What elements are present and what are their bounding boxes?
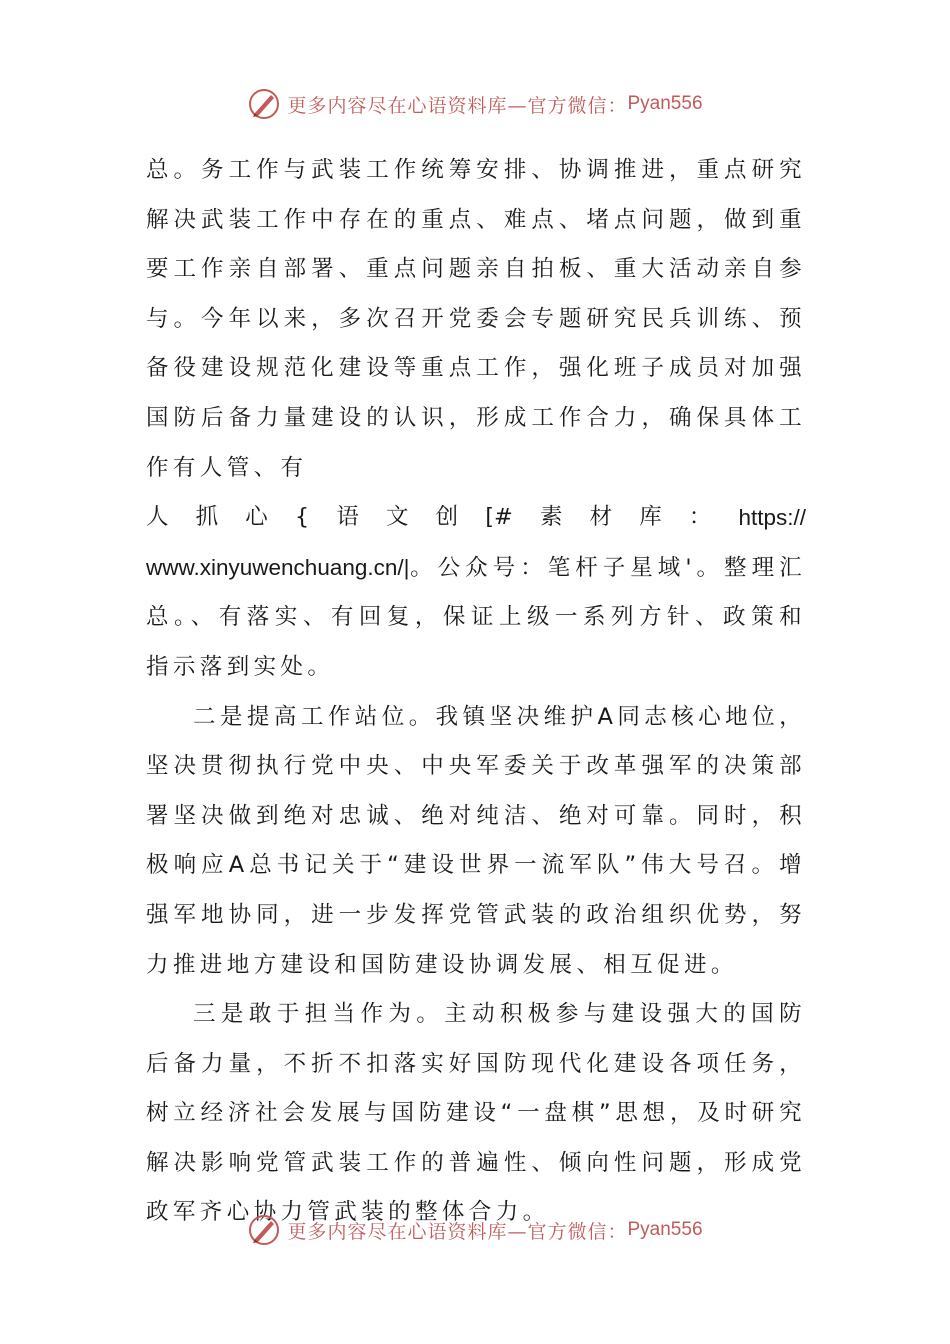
header-watermark-banner bbox=[0, 82, 950, 126]
spread-line bbox=[146, 493, 806, 543]
spread-char: 语 bbox=[336, 504, 359, 531]
paragraph-2: 二是提高工作站位。我镇坚决维护A同志核心地位，坚决贯彻执行党中央、中央军委关于改革强军的决策部署坚决做到绝对忠诚、绝对纯洁、绝对可靠。同时，积极响应A总书记关于“建设世界一流军队”伟大号召。增强军地协同，进一步发挥党管武装的政治组织优势，努力推进地方建设和国防建设协调发展、相互促进。 bbox=[146, 703, 806, 978]
banner-text: 更多内容尽在心语资料库—官方微信： bbox=[287, 1220, 628, 1243]
spread-char: { bbox=[294, 504, 310, 531]
paragraph-1-start: 总。务工作与武装工作统筹安排、协调推进，重点研究解决武装工作中存在的重点、难点、堵点问题，做到重要工作亲自部署、重点问题亲自拍板、重大活动亲自参与。今年以来，多次召开党委会专题研究民兵训练、预备役建设规范化建设等重点工作，强化班子成员对加强国防后备力量建设的认识，形成工作合力，确保具体工作有人管、有 bbox=[146, 157, 806, 481]
url-fragment: https:// bbox=[738, 505, 806, 531]
spread-char: 抓 bbox=[195, 504, 219, 531]
footer-watermark-banner bbox=[0, 1208, 950, 1252]
spread-char: 库 bbox=[639, 504, 662, 531]
paragraph-1-rest: 。公众号：笔杆子星域'。整理汇总。、有落实、有回复，保证上级一系列方针、政策和指示落到实处。 bbox=[146, 554, 806, 680]
banner-brand: Pyan556 bbox=[627, 93, 703, 114]
pen-logo-icon bbox=[247, 1213, 281, 1247]
spread-char: 创 bbox=[435, 504, 459, 531]
pen-logo-icon bbox=[247, 87, 281, 121]
spread-char: 材 bbox=[589, 504, 613, 531]
spread-char: 人 bbox=[146, 504, 169, 531]
paragraph-3: 三是敢于担当作为。主动积极参与建设强大的国防后备力量，不折不扣落实好国防现代化建设各项任务，树立经济社会发展与国防建设“一盘棋”思想，及时研究解决影响党管武装工作的普遍性、倾向性问题，形成党政军齐心协力管武装的整体合力。 bbox=[146, 1001, 806, 1226]
spread-char: 心 bbox=[245, 504, 268, 531]
banner-brand: Pyan556 bbox=[627, 1219, 703, 1240]
spread-char: [# bbox=[485, 504, 513, 531]
spread-char: 文 bbox=[385, 504, 409, 531]
banner-text: 更多内容尽在心语资料库—官方微信： bbox=[287, 94, 628, 117]
spread-char: ： bbox=[688, 504, 712, 531]
spread-char: 素 bbox=[539, 504, 563, 531]
document-body bbox=[146, 146, 806, 1238]
url-text: www.xinyuwenchuang.cn/| bbox=[146, 554, 410, 580]
paragraph-1-end bbox=[146, 543, 806, 693]
